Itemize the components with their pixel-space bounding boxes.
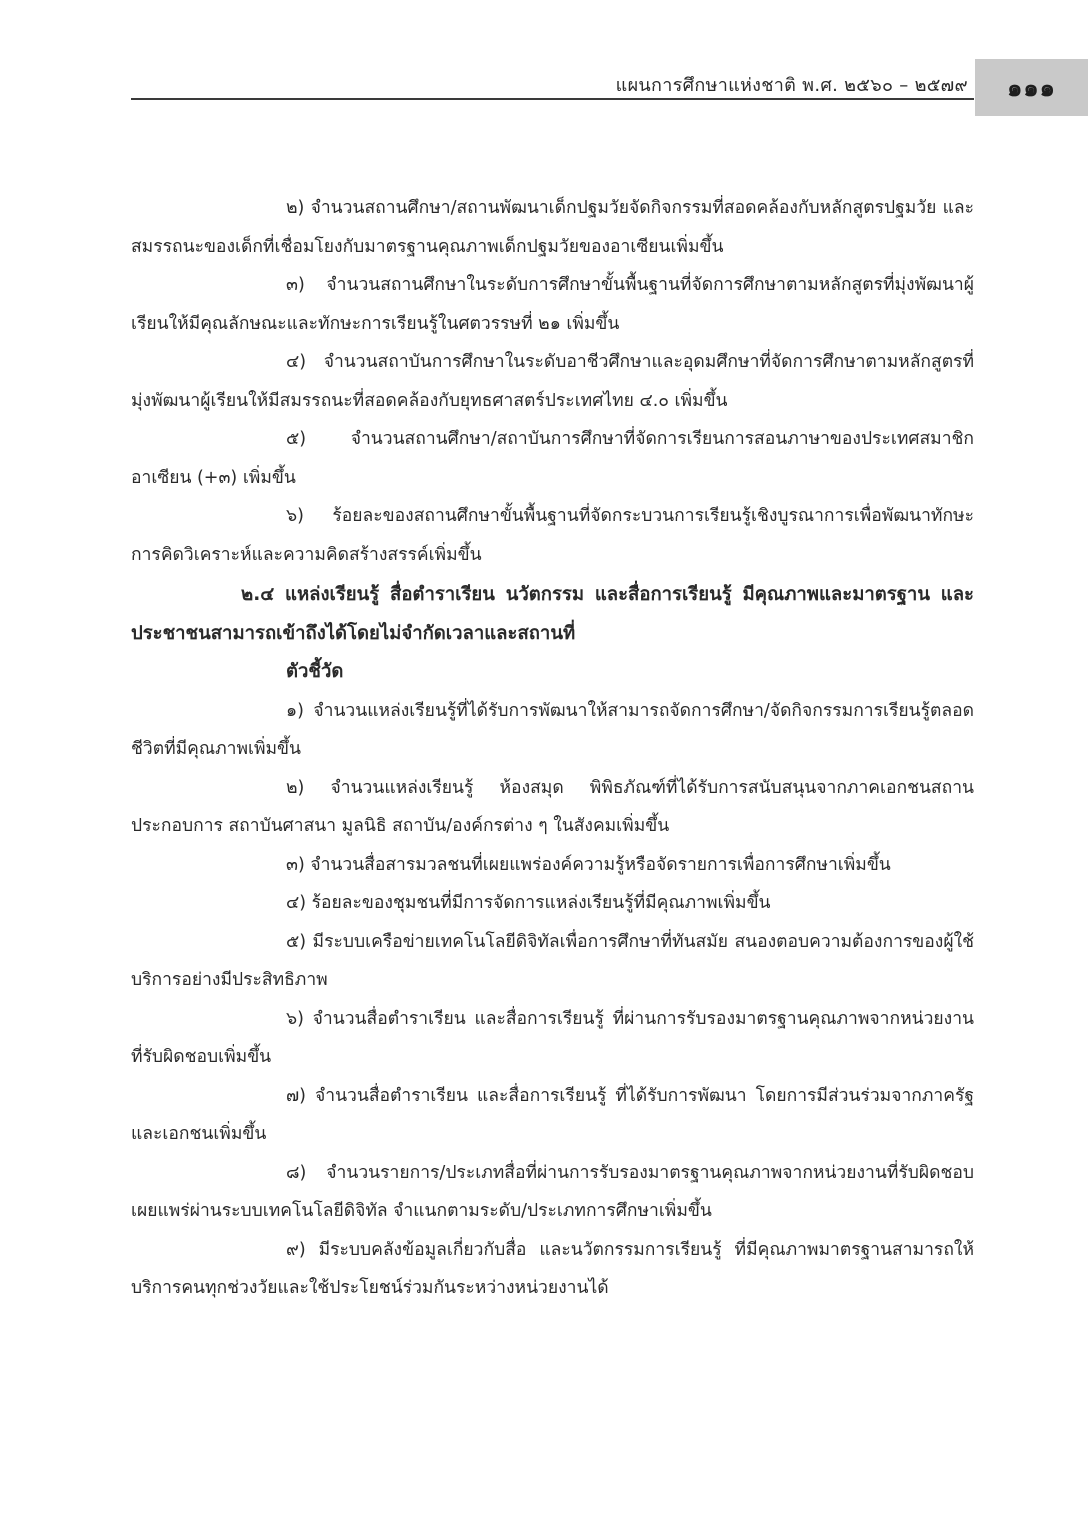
page-header bbox=[0, 0, 1088, 110]
indicator-item: ๔) ร้อยละของชุมชนที่มีการจัดการแหล่งเรียนรู้ที่มีคุณภาพเพิ่มขึ้น bbox=[286, 893, 771, 913]
document-body bbox=[131, 189, 974, 1308]
page-number-tab bbox=[975, 59, 1088, 116]
indicator-item: ๔) จำนวนสถาบันการศึกษาในระดับอาชีวศึกษาและอุดมศึกษาที่จัดการศึกษาตามหลักสูตรที่มุ่งพัฒนาผู้เรียนให้มีสมรรถนะที่สอดคล้องกับยุทธศาสตร์ประเทศไทย ๔.๐ เพิ่มขึ้น bbox=[131, 352, 974, 411]
page-number: ๑๑๑ bbox=[1007, 74, 1056, 102]
running-header-title: แผนการศึกษาแห่งชาติ พ.ศ. ๒๕๖๐ – ๒๕๗๙ bbox=[615, 75, 968, 96]
indicator-item: ๒) จำนวนแหล่งเรียนรู้ ห้องสมุด พิพิธภัณฑ์ที่ได้รับการสนับสนุนจากภาคเอกชนสถานประกอบการ สถาบันศาสนา มูลนิธิ สถาบัน/องค์กรต่าง ๆ ในสังคมเพิ่มขึ้น bbox=[131, 777, 974, 836]
indicator-item: ๕) จำนวนสถานศึกษา/สถาบันการศึกษาที่จัดการเรียนการสอนภาษาของประเทศสมาชิกอาเซียน (+๓) เพิ่มขึ้น bbox=[131, 429, 974, 488]
header-divider bbox=[131, 98, 974, 100]
indicator-item: ๓) จำนวนสถานศึกษาในระดับการศึกษาขั้นพื้นฐานที่จัดการศึกษาตามหลักสูตรที่มุ่งพัฒนาผู้เรียนให้มีคุณลักษณะและทักษะการเรียนรู้ในศตวรรษที่ ๒๑ เพิ่มขึ้น bbox=[131, 275, 974, 334]
indicator-item: ๕) มีระบบเครือข่ายเทคโนโลยีดิจิทัลเพื่อการศึกษาที่ทันสมัย สนองตอบความต้องการของผู้ใช้บริการอย่างมีประสิทธิภาพ bbox=[131, 931, 974, 990]
indicator-item: ๘) จำนวนรายการ/ประเภทสื่อที่ผ่านการรับรองมาตรฐานคุณภาพจากหน่วยงานที่รับผิดชอบ เผยแพร่ผ่านระบบเทคโนโลยีดิจิทัล จำแนกตามระดับ/ประเภทการศึกษาเพิ่มขึ้น bbox=[131, 1162, 974, 1221]
section-heading: ๒.๔ แหล่งเรียนรู้ สื่อตำราเรียน นวัตกรรม และสื่อการเรียนรู้ มีคุณภาพและมาตรฐาน และประชาชนสามารถเข้าถึงได้โดยไม่จำกัดเวลาและสถานที่ bbox=[131, 584, 974, 644]
indicator-item: ๖) ร้อยละของสถานศึกษาขั้นพื้นฐานที่จัดกระบวนการเรียนรู้เชิงบูรณาการเพื่อพัฒนาทักษะการคิดวิเคราะห์และความคิดสร้างสรรค์เพิ่มขึ้น bbox=[131, 506, 974, 565]
indicator-item: ๒) จำนวนสถานศึกษา/สถานพัฒนาเด็กปฐมวัยจัดกิจกรรมที่สอดคล้องกับหลักสูตรปฐมวัย และสมรรถนะของเด็กที่เชื่อมโยงกับมาตรฐานคุณภาพเด็กปฐมวัยของอาเซียนเพิ่มขึ้น bbox=[131, 198, 974, 257]
indicator-item: ๓) จำนวนสื่อสารมวลชนที่เผยแพร่องค์ความรู้หรือจัดรายการเพื่อการศึกษาเพิ่มขึ้น bbox=[286, 854, 891, 875]
indicator-item: ๖) จำนวนสื่อตำราเรียน และสื่อการเรียนรู้ ที่ผ่านการรับรองมาตรฐานคุณภาพจากหน่วยงานที่รับผิดชอบเพิ่มขึ้น bbox=[131, 1008, 974, 1067]
indicator-item: ๙) มีระบบคลังข้อมูลเกี่ยวกับสื่อ และนวัตกรรมการเรียนรู้ ที่มีคุณภาพมาตรฐานสามารถให้บริการคนทุกช่วงวัยและใช้ประโยชน์ร่วมกันระหว่างหน่วยงานได้ bbox=[131, 1239, 974, 1298]
indicator-label: ตัวชี้วัด bbox=[286, 661, 344, 682]
indicator-item: ๑) จำนวนแหล่งเรียนรู้ที่ได้รับการพัฒนาให้สามารถจัดการศึกษา/จัดกิจกรรมการเรียนรู้ตลอดชีวิตที่มีคุณภาพเพิ่มขึ้น bbox=[131, 700, 974, 759]
indicator-item: ๗) จำนวนสื่อตำราเรียน และสื่อการเรียนรู้ ที่ได้รับการพัฒนา โดยการมีส่วนร่วมจากภาครัฐและเอกชนเพิ่มขึ้น bbox=[131, 1085, 974, 1144]
